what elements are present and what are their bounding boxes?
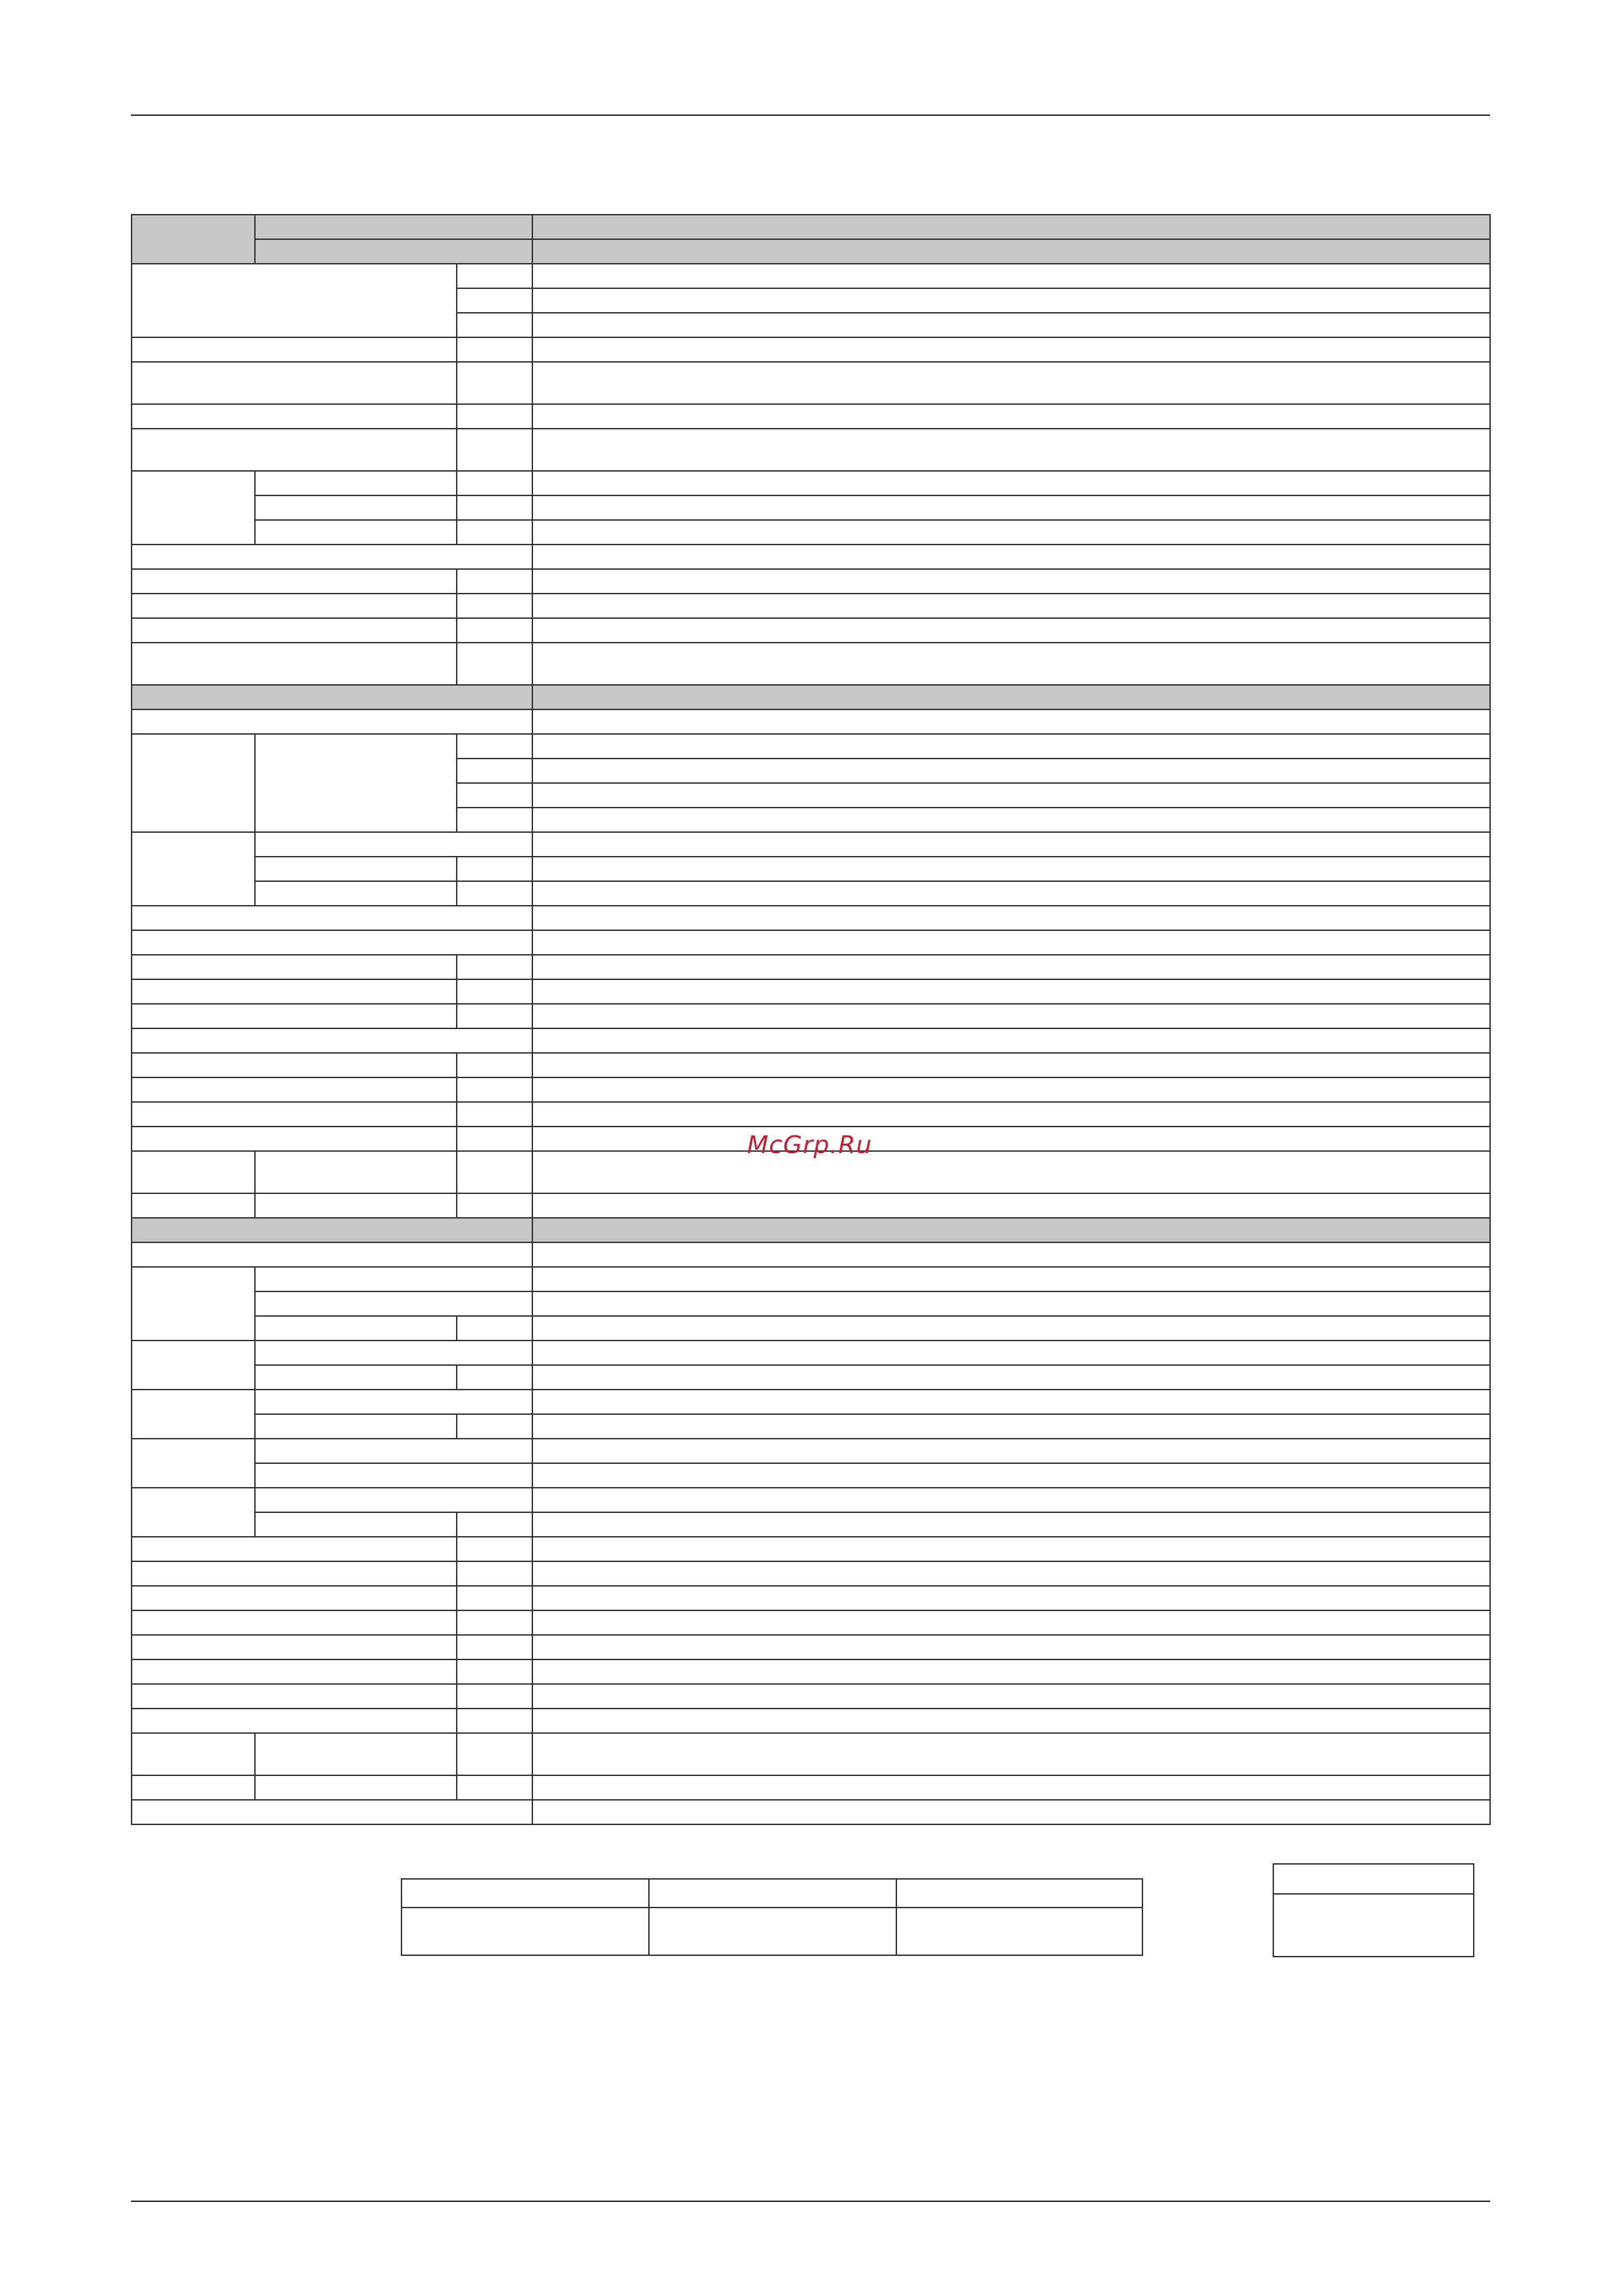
table-cell [132, 979, 457, 1004]
table-cell [132, 1488, 255, 1537]
table-cell [132, 1439, 255, 1488]
table-cell [532, 362, 1490, 404]
table-row [132, 979, 1490, 1004]
table-cell [532, 1561, 1490, 1586]
table-header-cell [132, 685, 532, 709]
top-rule [131, 114, 1490, 116]
table-cell [457, 1365, 532, 1390]
table-section-header [132, 1218, 1490, 1242]
table-cell [532, 313, 1490, 337]
table-row [132, 1439, 1490, 1463]
table-cell [532, 618, 1490, 643]
table-cell [532, 832, 1490, 857]
table-cell [457, 337, 532, 362]
table-cell [532, 1733, 1490, 1775]
table-cell [132, 618, 457, 643]
table-cell [457, 471, 532, 495]
table-row [132, 832, 1490, 857]
table-cell [255, 1733, 457, 1775]
table-row [401, 1908, 1142, 1955]
table-cell [132, 643, 457, 685]
table-row [132, 429, 1490, 471]
table-cell [255, 832, 532, 857]
table-cell [132, 1341, 255, 1390]
table-cell [132, 1267, 255, 1341]
table-cell [532, 1586, 1490, 1610]
table-row [132, 1800, 1490, 1824]
table-cell [532, 1004, 1490, 1028]
table-cell [132, 906, 532, 930]
table-row [132, 1291, 1490, 1316]
table-row [132, 618, 1490, 643]
table-cell [896, 1908, 1142, 1955]
table-cell [532, 1341, 1490, 1365]
table-cell [532, 1488, 1490, 1512]
table-cell [532, 955, 1490, 979]
table-row [132, 1267, 1490, 1291]
table-cell [532, 1316, 1490, 1341]
table-cell [132, 264, 457, 337]
table-header-cell [532, 685, 1490, 709]
table-cell [132, 1077, 457, 1102]
table-cell [255, 881, 457, 906]
table-cell [457, 1151, 532, 1193]
table-row [132, 471, 1490, 495]
table-cell [896, 1879, 1142, 1908]
table-cell [401, 1879, 649, 1908]
table-cell [532, 1077, 1490, 1102]
table-row [132, 1635, 1490, 1659]
table-header-cell [132, 215, 255, 264]
table-cell [457, 1537, 532, 1561]
table-cell [532, 1439, 1490, 1463]
table-cell [457, 734, 532, 759]
table-cell [457, 362, 532, 404]
table-cell [457, 857, 532, 881]
table-cell [457, 1414, 532, 1439]
table-header-cell [532, 1218, 1490, 1242]
table-cell [132, 930, 532, 955]
table-cell [532, 1193, 1490, 1218]
table-row [132, 1053, 1490, 1077]
table-row [132, 1463, 1490, 1488]
table-cell [532, 520, 1490, 545]
table-header-cell [532, 215, 1490, 239]
table-row [132, 906, 1490, 930]
table-row [132, 734, 1490, 759]
table-cell [457, 594, 532, 618]
table-cell [457, 1733, 532, 1775]
table-cell [532, 1684, 1490, 1709]
table-cell [255, 734, 457, 832]
table-row [132, 1004, 1490, 1028]
table-cell [532, 808, 1490, 832]
table-row [132, 337, 1490, 362]
table-cell [532, 429, 1490, 471]
table-cell [532, 906, 1490, 930]
table-row [132, 1512, 1490, 1537]
table-cell [532, 288, 1490, 313]
table-cell [132, 1610, 457, 1635]
table-cell [132, 1635, 457, 1659]
table-cell [255, 1316, 457, 1341]
table-cell [457, 783, 532, 808]
table-cell [457, 520, 532, 545]
table-cell [132, 1242, 532, 1267]
table-cell [255, 1775, 457, 1800]
table-row [132, 1775, 1490, 1800]
table-cell [532, 1390, 1490, 1414]
table-cell [132, 569, 457, 594]
table-header-cell [132, 1218, 532, 1242]
table-cell [457, 955, 532, 979]
table-cell [457, 1709, 532, 1733]
table-cell [132, 1028, 532, 1053]
table-row [132, 955, 1490, 979]
table-row [1273, 1894, 1474, 1957]
table-cell [132, 1733, 255, 1775]
table-cell [457, 429, 532, 471]
table-cell [457, 1635, 532, 1659]
table-cell [132, 832, 255, 906]
table-cell [457, 1102, 532, 1127]
table-cell [457, 1659, 532, 1684]
table-row [132, 709, 1490, 734]
table-cell [532, 594, 1490, 618]
table-cell [132, 471, 255, 545]
table-cell [132, 734, 255, 832]
table-cell [532, 1291, 1490, 1316]
table-cell [532, 495, 1490, 520]
table-cell [532, 1463, 1490, 1488]
table-cell [457, 313, 532, 337]
table-cell [532, 569, 1490, 594]
table-cell [532, 1102, 1490, 1127]
table-cell [132, 545, 532, 569]
table-cell [532, 1537, 1490, 1561]
table-cell [255, 520, 457, 545]
table-cell [532, 930, 1490, 955]
table-cell [532, 1709, 1490, 1733]
table-cell [532, 881, 1490, 906]
table-cell [132, 429, 457, 471]
spec-table [131, 214, 1491, 1825]
table-cell [532, 1028, 1490, 1053]
table-row [132, 857, 1490, 881]
table-section-header [132, 685, 1490, 709]
side-box-table [1273, 1863, 1474, 1957]
table-header-cell [255, 215, 532, 239]
table-cell [457, 618, 532, 643]
table-cell [132, 1127, 457, 1151]
table-cell [132, 1102, 457, 1127]
table-cell [649, 1879, 896, 1908]
table-row [132, 1684, 1490, 1709]
table-cell [457, 1127, 532, 1151]
table-cell [457, 1316, 532, 1341]
table-row [132, 930, 1490, 955]
table-header-cell [532, 239, 1490, 264]
table-row [132, 495, 1490, 520]
table-row [132, 881, 1490, 906]
table-row [132, 1537, 1490, 1561]
table-row [132, 1316, 1490, 1341]
table-row [132, 1028, 1490, 1053]
table-cell [532, 337, 1490, 362]
table-cell [132, 404, 457, 429]
table-cell [532, 783, 1490, 808]
table-cell [532, 643, 1490, 685]
table-row [132, 1414, 1490, 1439]
table-cell [457, 643, 532, 685]
table-cell [132, 1659, 457, 1684]
table-cell [457, 1684, 532, 1709]
table-cell [457, 264, 532, 288]
table-cell [532, 709, 1490, 734]
table-row [132, 1341, 1490, 1365]
table-cell [532, 734, 1490, 759]
table-cell [649, 1908, 896, 1955]
table-row [132, 569, 1490, 594]
table-cell [255, 1365, 457, 1390]
table-cell [532, 404, 1490, 429]
table-row [132, 239, 1490, 264]
watermark-text: McGrp.Ru [747, 1131, 873, 1159]
table-cell [132, 1709, 457, 1733]
table-cell [457, 1561, 532, 1586]
table-row [132, 362, 1490, 404]
table-row [132, 520, 1490, 545]
table-cell [532, 857, 1490, 881]
table-row [132, 1610, 1490, 1635]
table-cell [401, 1908, 649, 1955]
table-cell [457, 1775, 532, 1800]
table-cell [132, 709, 532, 734]
table-row [132, 594, 1490, 618]
approval-table [401, 1878, 1143, 1956]
table-cell [255, 1291, 532, 1316]
table-row [132, 1733, 1490, 1775]
table-cell [132, 1800, 532, 1824]
table-row [132, 545, 1490, 569]
table-cell [532, 979, 1490, 1004]
table-cell [457, 1053, 532, 1077]
table-cell [457, 288, 532, 313]
table-cell [132, 1053, 457, 1077]
table-row [132, 643, 1490, 685]
table-row [1273, 1864, 1474, 1894]
table-cell [457, 1077, 532, 1102]
table-cell [457, 1193, 532, 1218]
table-row [132, 1586, 1490, 1610]
table-cell [255, 471, 457, 495]
table-cell [132, 1586, 457, 1610]
table-cell [532, 759, 1490, 783]
table-cell [457, 1586, 532, 1610]
table-cell [532, 1365, 1490, 1390]
table-cell [532, 1659, 1490, 1684]
table-cell [255, 1414, 457, 1439]
table-cell [255, 1390, 532, 1414]
table-cell [532, 1635, 1490, 1659]
table-cell [457, 495, 532, 520]
table-cell [457, 569, 532, 594]
table-cell [132, 1684, 457, 1709]
table-cell [132, 362, 457, 404]
table-cell [255, 1488, 532, 1512]
table-cell [255, 1151, 457, 1193]
table-cell [532, 1267, 1490, 1291]
table-cell [132, 337, 457, 362]
table-cell [532, 1800, 1490, 1824]
table-cell [532, 471, 1490, 495]
table-cell [532, 1512, 1490, 1537]
table-cell [1273, 1894, 1474, 1957]
table-row [132, 264, 1490, 288]
table-row [132, 404, 1490, 429]
table-row [132, 1561, 1490, 1586]
bottom-rule [131, 2201, 1490, 2202]
table-cell [255, 1463, 532, 1488]
table-cell [1273, 1864, 1474, 1894]
table-cell [457, 1004, 532, 1028]
table-row [132, 215, 1490, 239]
table-cell [532, 1414, 1490, 1439]
table-cell [532, 1242, 1490, 1267]
table-row [132, 1390, 1490, 1414]
table-cell [457, 404, 532, 429]
table-cell [255, 1512, 457, 1537]
table-cell [532, 1151, 1490, 1193]
table-cell [132, 594, 457, 618]
table-cell [532, 545, 1490, 569]
table-cell [132, 955, 457, 979]
table-cell [532, 1053, 1490, 1077]
table-row [132, 1709, 1490, 1733]
table-cell [457, 1610, 532, 1635]
table-cell [132, 1537, 457, 1561]
table-cell [255, 1439, 532, 1463]
table-cell [532, 264, 1490, 288]
table-cell [132, 1151, 255, 1193]
table-row [132, 1102, 1490, 1127]
table-row [401, 1879, 1142, 1908]
table-cell [255, 1193, 457, 1218]
table-cell [132, 1004, 457, 1028]
table-row [132, 1659, 1490, 1684]
table-cell [255, 857, 457, 881]
table-cell [532, 1127, 1490, 1151]
table-row [132, 1077, 1490, 1102]
table-cell [255, 1267, 532, 1291]
table-header-cell [255, 239, 532, 264]
table-row [132, 1365, 1490, 1390]
table-cell [457, 808, 532, 832]
table-cell [255, 1341, 532, 1365]
table-cell [532, 1775, 1490, 1800]
table-cell [132, 1390, 255, 1439]
table-row [132, 1242, 1490, 1267]
table-cell [255, 495, 457, 520]
table-cell [132, 1193, 255, 1218]
table-cell [457, 759, 532, 783]
table-row [132, 1193, 1490, 1218]
table-cell [132, 1775, 255, 1800]
table-cell [457, 881, 532, 906]
table-row [132, 1488, 1490, 1512]
table-cell [457, 979, 532, 1004]
table-cell [132, 1561, 457, 1586]
table-cell [457, 1512, 532, 1537]
table-cell [532, 1610, 1490, 1635]
